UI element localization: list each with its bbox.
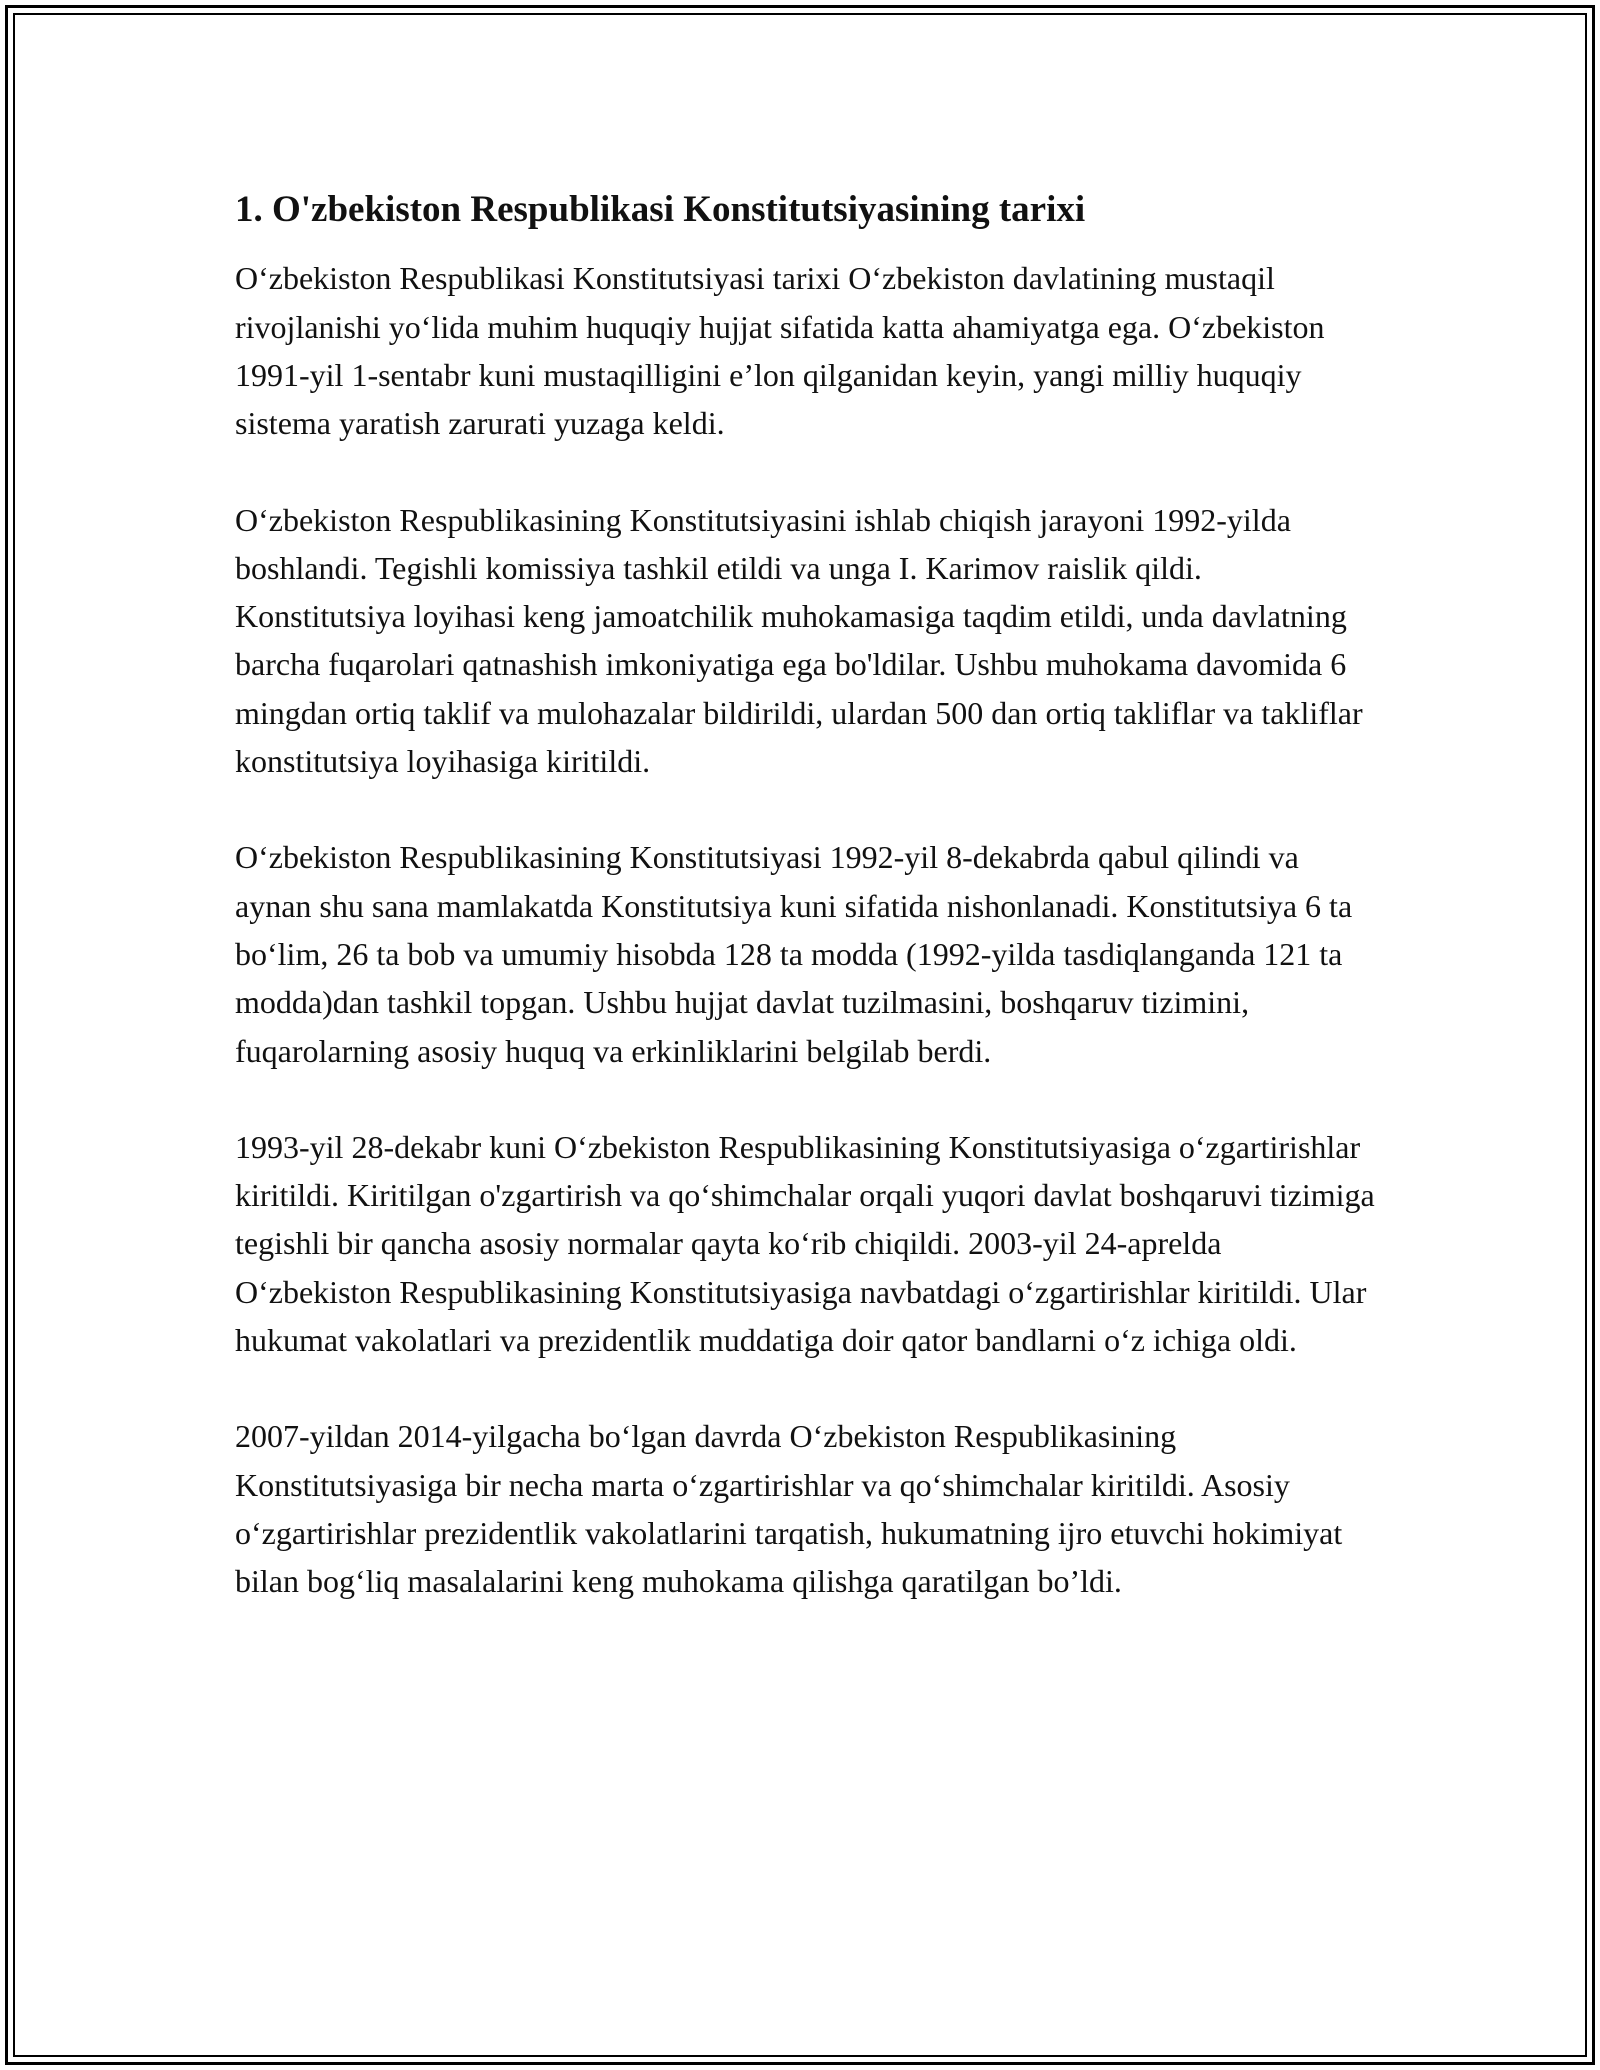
paragraph-3: O‘zbekiston Respublikasining Konstitutsiyasi 1992-yil 8-dekabrda qabul qilindi va aynan shu sana mamlakatda Konstitutsiya kuni sifatida nishonlanadi. Konstitutsiya 6 ta bo‘lim, 26 ta bob va umumiy hisobda 128 ta modda (1992-yilda tasdiqlanganda 121 ta modda)dan tashkil topgan. Ushbu hujjat davlat tuzilmasini, boshqaruv tizimini, fuqarolarning asosiy huquq va erkinliklarini belgilab berdi. <box>235 839 1353 1069</box>
document-body <box>235 188 1380 1654</box>
paragraph-4: 1993-yil 28-dekabr kuni O‘zbekiston Respublikasining Konstitutsiyasiga o‘zgartirishlar kiritildi. Kiritilgan o'zgartirish va qo‘shimchalar orqali yuqori davlat boshqaruvi tizimiga tegishli bir qancha asosiy normalar qayta ko‘rib chiqildi. 2003-yil 24-aprelda O‘zbekiston Respublikasining Konstitutsiyasiga navbatdagi o‘zgartirishlar kiritildi. Ular hukumat vakolatlari va prezidentlik muddatiga doir qator bandlarni o‘z ichiga oldi. <box>235 1128 1375 1359</box>
paragraph-2: O‘zbekiston Respublikasining Konstitutsiyasini ishlab chiqish jarayoni 1992-yilda boshlandi. Tegishli komissiya tashkil etildi va unga I. Karimov raislik qildi. Konstitutsiya loyihasi keng jamoatchilik muhokamasiga taqdim etildi, unda davlatning barcha fuqarolari qatnashish imkoniyatiga ega bo'ldilar. Ushbu muhokama davomida 6 mingdan ortiq taklif va mulohazalar bildirildi, ulardan 500 dan ortiq takliflar va takliflar konstitutsiya loyihasiga kiritildi. <box>235 501 1363 780</box>
document-title: 1. O'zbekiston Respublikasi Konstitutsiyasining tarixi <box>235 189 1086 230</box>
paragraph-1: O‘zbekiston Respublikasi Konstitutsiyasi tarixi O‘zbekiston davlatining mustaqil rivojlanishi yo‘lida muhim huquqiy hujjat sifatida katta ahamiyatga ega. O‘zbekiston 1991-yil 1-sentabr kuni mustaqilligini e’lon qilganidan keyin, yangi milliy huquqiy sistema yaratish zarurati yuzaga keldi. <box>235 260 1325 442</box>
paragraph-5: 2007-yildan 2014-yilgacha bo‘lgan davrda O‘zbekiston Respublikasining Konstitutsiyasiga bir necha marta o‘zgartirishlar va qo‘shimchalar kiritildi. Asosiy o‘zgartirishlar prezidentlik vakolatlarini tarqatish, hukumatning ijro etuvchi hokimiyat bilan bog‘liq masalalarini keng muhokama qilishga qaratilgan bo’ldi. <box>235 1418 1343 1600</box>
